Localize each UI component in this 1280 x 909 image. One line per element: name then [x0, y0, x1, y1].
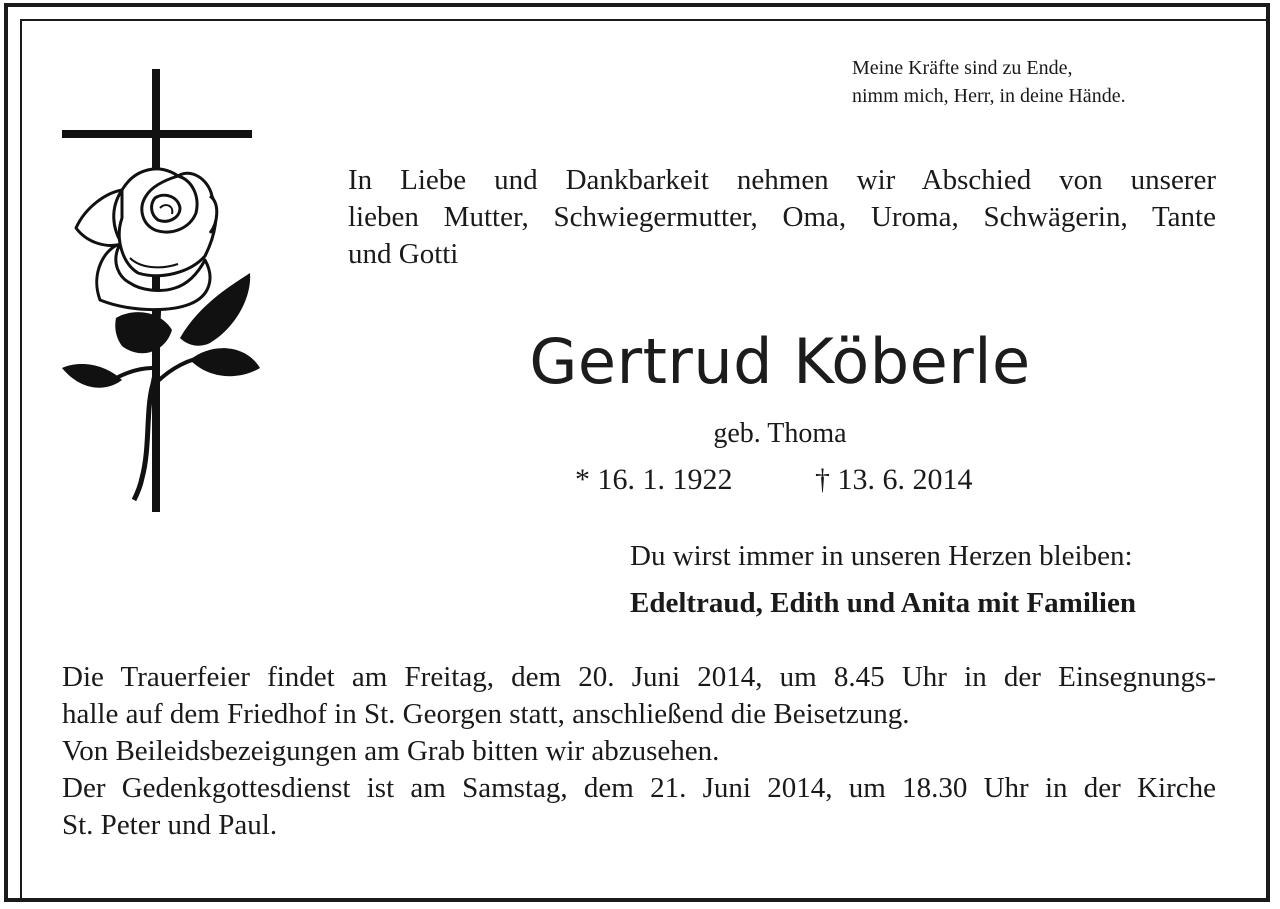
birth-date: * 16. 1. 1922: [575, 463, 733, 496]
intro-paragraph: [348, 162, 1216, 273]
death-date: † 13. 6. 2014: [815, 463, 973, 496]
mourners-names: Edeltraud, Edith und Anita mit Familien: [630, 587, 1136, 619]
maiden-name: geb. Thoma: [713, 418, 847, 449]
intro-line-1: In Liebe und Dankbarkeit nehmen wir Abschied von unserer: [348, 164, 1216, 196]
deceased-name: Gertrud Köberle: [529, 325, 1031, 398]
funeral-line-4: Der Gedenkgottesdienst ist am Samstag, dem 21. Juni 2014, um 18.30 Uhr in der Kirche: [62, 772, 1216, 804]
mourners-message: Du wirst immer in unseren Herzen bleiben:: [630, 540, 1133, 572]
motto-verse: [852, 54, 1126, 110]
motto-line-1: Meine Kräfte sind zu Ende,: [852, 57, 1073, 79]
funeral-line-1: Die Trauerfeier findet am Freitag, dem 20. Juni 2014, um 8.45 Uhr in der Einsegnungs-: [62, 661, 1216, 693]
funeral-notice: [62, 659, 1216, 844]
cross-with-rose-icon: [60, 68, 265, 513]
intro-line-3: und Gotti: [348, 238, 459, 270]
motto-line-2: nimm mich, Herr, in deine Hände.: [852, 85, 1126, 107]
funeral-line-3: Von Beileidsbezeigungen am Grab bitten wir abzusehen.: [62, 735, 720, 767]
funeral-line-5: St. Peter und Paul.: [62, 809, 278, 841]
intro-line-2: lieben Mutter, Schwiegermutter, Oma, Uroma, Schwägerin, Tante: [348, 201, 1216, 233]
funeral-line-2: halle auf dem Friedhof in St. Georgen statt, anschließend die Beisetzung.: [62, 698, 910, 730]
